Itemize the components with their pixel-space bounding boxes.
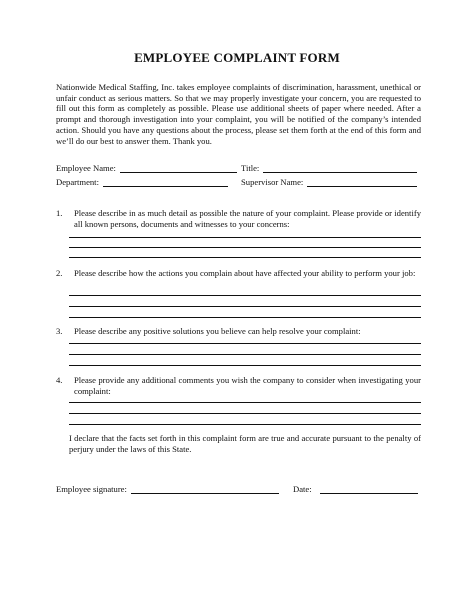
supervisor-name-row [241,177,417,187]
question-number: 3. [56,326,63,336]
signature-label: Employee signature: [56,484,127,494]
answer-line[interactable] [69,247,421,248]
answer-line[interactable] [69,257,421,258]
answer-line[interactable] [69,402,421,403]
answer-line[interactable] [69,317,421,318]
department-field[interactable] [103,178,228,187]
answer-line[interactable] [69,424,421,425]
answer-line[interactable] [69,295,421,296]
title-row [241,163,417,173]
date-field[interactable] [320,485,418,494]
answer-line[interactable] [69,365,421,366]
question-number: 4. [56,375,63,385]
date-row [293,484,418,494]
employee-name-label: Employee Name: [56,163,116,173]
date-label: Date: [293,484,312,494]
question-number: 1. [56,208,63,218]
question-1 [56,208,421,230]
question-3 [56,326,421,337]
answer-line[interactable] [69,237,421,238]
answer-line[interactable] [69,343,421,344]
form-title: EMPLOYEE COMPLAINT FORM [134,50,340,65]
question-2 [56,268,421,279]
employee-name-field[interactable] [120,164,237,173]
signature-field[interactable] [131,485,279,494]
answer-line[interactable] [69,306,421,307]
answer-line[interactable] [69,354,421,355]
title-field[interactable] [263,164,417,173]
employee-name-row [56,163,237,173]
department-label: Department: [56,177,99,187]
answer-line[interactable] [69,413,421,414]
department-row [56,177,228,187]
title-label: Title: [241,163,260,173]
signature-row [56,484,279,494]
question-text: Please provide any additional comments you wish the company to consider when investigating your complaint: [74,375,421,396]
question-4 [56,375,421,397]
question-text: Please describe any positive solutions you believe can help resolve your complaint: [74,326,361,336]
form-intro: Nationwide Medical Staffing, Inc. takes employee complaints of discrimination, harassment, unethical or unfair conduct as serious matters. So that we may properly investigate your concern, you are requested to fill out this form as completely as possible. Please use additional sheets of paper where needed. After a prompt and thorough investigation into your complaint, you will be notified of the company’s intended action. Should you have any questions about the process, please set them forth at the end of this form and we’ll do our best to answer them. Thank you. [56,82,421,146]
declaration-text: I declare that the facts set forth in this complaint form are true and accurate pursuant to the penalty of perjury under the laws of this State. [69,433,421,454]
question-text: Please describe in as much detail as possible the nature of your complaint. Please provide or identify all known persons, documents and witnesses to your concerns: [74,208,421,229]
question-text: Please describe how the actions you complain about have affected your ability to perform your job: [74,268,416,278]
supervisor-name-label: Supervisor Name: [241,177,304,187]
question-number: 2. [56,268,63,278]
supervisor-name-field[interactable] [307,178,417,187]
